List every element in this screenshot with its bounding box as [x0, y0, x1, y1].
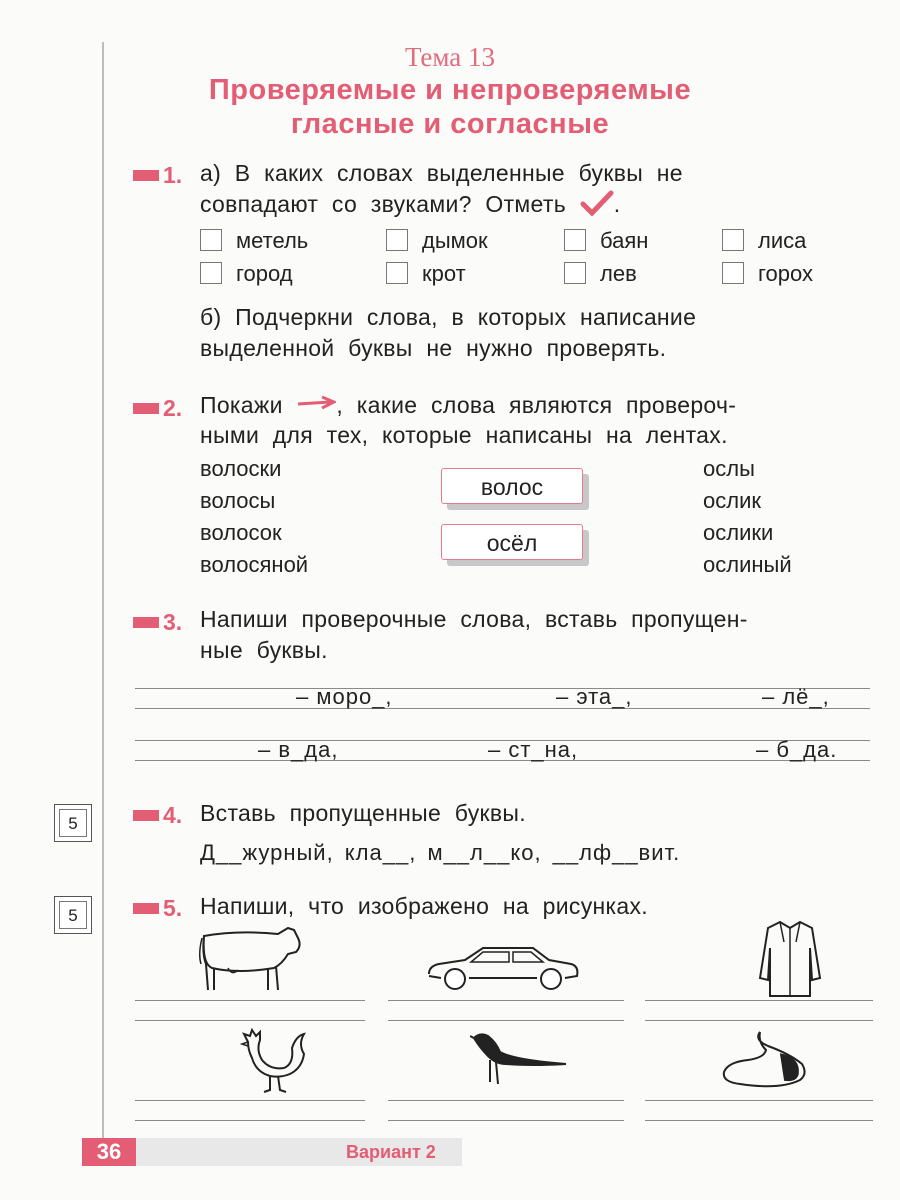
task5-line1: Напиши, что изображено на рисунках. [200, 893, 648, 919]
writing-line [388, 1120, 624, 1121]
writing-line [135, 1120, 365, 1121]
checkbox-gorod[interactable] [200, 262, 222, 284]
task1b-line2: выделенной буквы не нужно проверять. [200, 335, 667, 361]
task-marker-icon [133, 617, 159, 628]
option-label: город [236, 261, 293, 286]
writing-line [645, 1100, 873, 1101]
checkbox-lisa[interactable] [722, 229, 744, 251]
checkbox-metel[interactable] [200, 229, 222, 251]
coat-icon [758, 918, 822, 998]
task2-number: 2. [133, 395, 182, 422]
option-label: баян [600, 228, 649, 253]
right-word: ослики [703, 520, 774, 545]
task4-line2: Д__журный, кла__, м__л__ко, __лф__вит. [200, 840, 681, 865]
option-label: дымок [422, 228, 488, 253]
option-label: лиса [758, 228, 807, 253]
writing-line [135, 1000, 365, 1001]
slipper-icon [720, 1028, 808, 1092]
task2-line2: ными для тех, которые написаны на лентах. [200, 422, 728, 448]
task1b-line1: б) Подчеркни слова, в которых написание [200, 304, 697, 330]
score-box: 5 [54, 804, 92, 842]
topic-label: Тема 13 [404, 42, 496, 72]
answer-item: – в_да, [258, 737, 339, 762]
answer-item: – эта_, [556, 684, 633, 709]
task5-number: 5. [133, 895, 182, 922]
page-number: 36 [82, 1138, 136, 1166]
writing-line [388, 1020, 624, 1021]
writing-line [135, 688, 870, 689]
writing-line [388, 1100, 624, 1101]
right-word: ослик [703, 488, 761, 513]
answer-item: – б_да. [756, 737, 838, 762]
page-title-line2: гласные и согласные [290, 108, 610, 140]
task3-line1: Напиши проверочные слова, вставь пропущен- [200, 606, 748, 632]
task3-number: 3. [133, 609, 182, 636]
task4-number: 4. [133, 802, 182, 829]
left-word: волоски [200, 456, 282, 481]
score-box: 5 [54, 896, 92, 934]
rooster-icon [240, 1028, 310, 1094]
left-word: волосяной [200, 552, 309, 577]
checkbox-dymok[interactable] [386, 229, 408, 251]
writing-line [388, 1000, 624, 1001]
task1-number: 1. [133, 162, 182, 189]
task-marker-icon [133, 810, 159, 821]
option-label: крот [422, 261, 466, 286]
task-marker-icon [133, 903, 159, 914]
option-label: метель [236, 228, 309, 253]
task1-line2: совпадают со звуками? Отметь . [200, 191, 621, 217]
writing-line [135, 1020, 365, 1021]
left-word: волосы [200, 488, 276, 513]
task-marker-icon [133, 403, 159, 414]
right-word: ослы [703, 456, 755, 481]
page-title-line1: Проверяемые и непроверяемые [208, 74, 692, 106]
car-icon [425, 942, 581, 992]
task-marker-icon [133, 170, 159, 181]
margin-line [102, 42, 104, 1140]
writing-line [135, 708, 870, 709]
writing-line [645, 1000, 873, 1001]
checkbox-bayan[interactable] [564, 229, 586, 251]
right-word: ослиный [703, 552, 792, 577]
task2-line1: Покажи , какие слова являются провероч- [200, 392, 737, 418]
checkbox-goroh[interactable] [722, 262, 744, 284]
answer-item: – ст_на, [488, 737, 579, 762]
ribbon-volos: волос [441, 468, 583, 504]
answer-item: – лё_, [762, 684, 830, 709]
task1-line1: а) В каких словах выделенные буквы не [200, 160, 683, 186]
option-label: горох [758, 261, 813, 286]
magpie-icon [470, 1030, 570, 1090]
checkbox-lev[interactable] [564, 262, 586, 284]
task3-line2: ные буквы. [200, 637, 328, 663]
option-label: лев [600, 261, 637, 286]
checkbox-krot[interactable] [386, 262, 408, 284]
cow-icon [198, 924, 306, 994]
left-word: волосок [200, 520, 282, 545]
arrow-right-icon [296, 395, 336, 411]
variant-label: Вариант 2 [346, 1142, 436, 1162]
answer-item: – моро_, [296, 684, 393, 709]
writing-line [645, 1020, 873, 1021]
checkmark-icon [580, 190, 614, 216]
task4-line1: Вставь пропущенные буквы. [200, 800, 526, 826]
writing-line [135, 1100, 365, 1101]
writing-line [645, 1120, 873, 1121]
ribbon-osel: осёл [441, 524, 583, 560]
